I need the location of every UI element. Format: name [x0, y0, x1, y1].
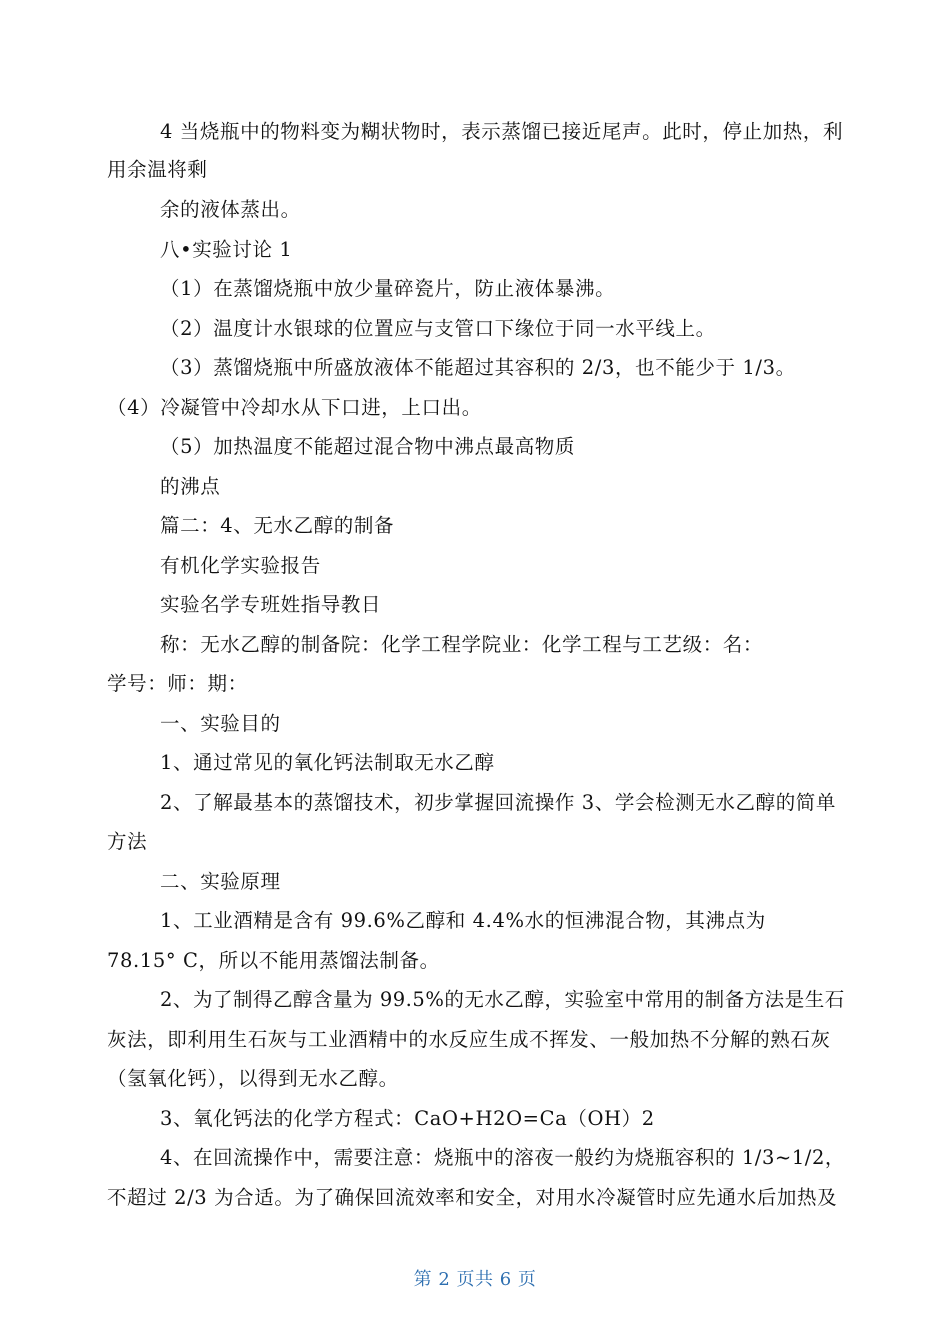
section-heading: 一、实验目的 [160, 712, 281, 735]
section-heading: 二、实验原理 [160, 870, 281, 893]
text-line: 的沸点 [160, 475, 221, 498]
text-line: 1、工业酒精是含有 99.6%乙醇和 4.4%水的恒沸混合物，其沸点为 [160, 909, 766, 932]
text-line: 实验名学专班姓指导教日 [160, 593, 382, 616]
report-title: 有机化学实验报告 [160, 554, 321, 577]
text-line: （2）温度计水银球的位置应与支管口下缘位于同一水平线上。 [160, 317, 716, 340]
text-line: 用余温将剩 [107, 158, 208, 181]
text-line: 方法 [107, 830, 148, 853]
text-line: 余的液体蒸出。 [160, 198, 301, 221]
text-line: 1、通过常见的氧化钙法制取无水乙醇 [160, 751, 495, 774]
text-line: （4）冷凝管中冷却水从下口进，上口出。 [107, 396, 482, 419]
text-line: 不超过 2/3 为合适。为了确保回流效率和安全，对用水冷凝管时应先通水后加热及 [107, 1186, 838, 1209]
text-line: 灰法，即利用生石灰与工业酒精中的水反应生成不挥发、一般加热不分解的熟石灰 [107, 1028, 831, 1051]
section-heading: 八•实验讨论 1 [160, 238, 293, 261]
text-line: 2、为了制得乙醇含量为 99.5%的无水乙醇，实验室中常用的制备方法是生石 [160, 988, 845, 1011]
text-line: 4 当烧瓶中的物料变为糊状物时，表示蒸馏已接近尾声。此时，停止加热，利 [160, 120, 844, 143]
page-number-footer: 第 2 页共 6 页 [413, 1269, 537, 1290]
text-line: （1）在蒸馏烧瓶中放少量碎瓷片，防止液体暴沸。 [160, 277, 616, 300]
text-line: 学号：师：期： [107, 672, 248, 695]
text-line: 3、氧化钙法的化学方程式：CaO+H2O=Ca（OH）2 [160, 1107, 655, 1130]
text-line: 4、在回流操作中，需要注意：烧瓶中的溶夜一般约为烧瓶容积的 1/3~1/2， [160, 1146, 846, 1169]
text-line: （3）蒸馏烧瓶中所盛放液体不能超过其容积的 2/3，也不能少于 1/3。 [160, 356, 796, 379]
text-line: 78.15° C，所以不能用蒸馏法制备。 [107, 949, 440, 972]
text-line: （5）加热温度不能超过混合物中沸点最高物质 [160, 435, 576, 458]
text-line: 2、了解最基本的蒸馏技术，初步掌握回流操作 3、学会检测无水乙醇的简单 [160, 791, 837, 814]
text-line: 称：无水乙醇的制备院：化学工程学院业：化学工程与工艺级：名： [160, 633, 764, 656]
text-line: （氢氧化钙），以得到无水乙醇。 [107, 1067, 399, 1090]
section-heading: 篇二：4、无水乙醇的制备 [160, 514, 395, 537]
